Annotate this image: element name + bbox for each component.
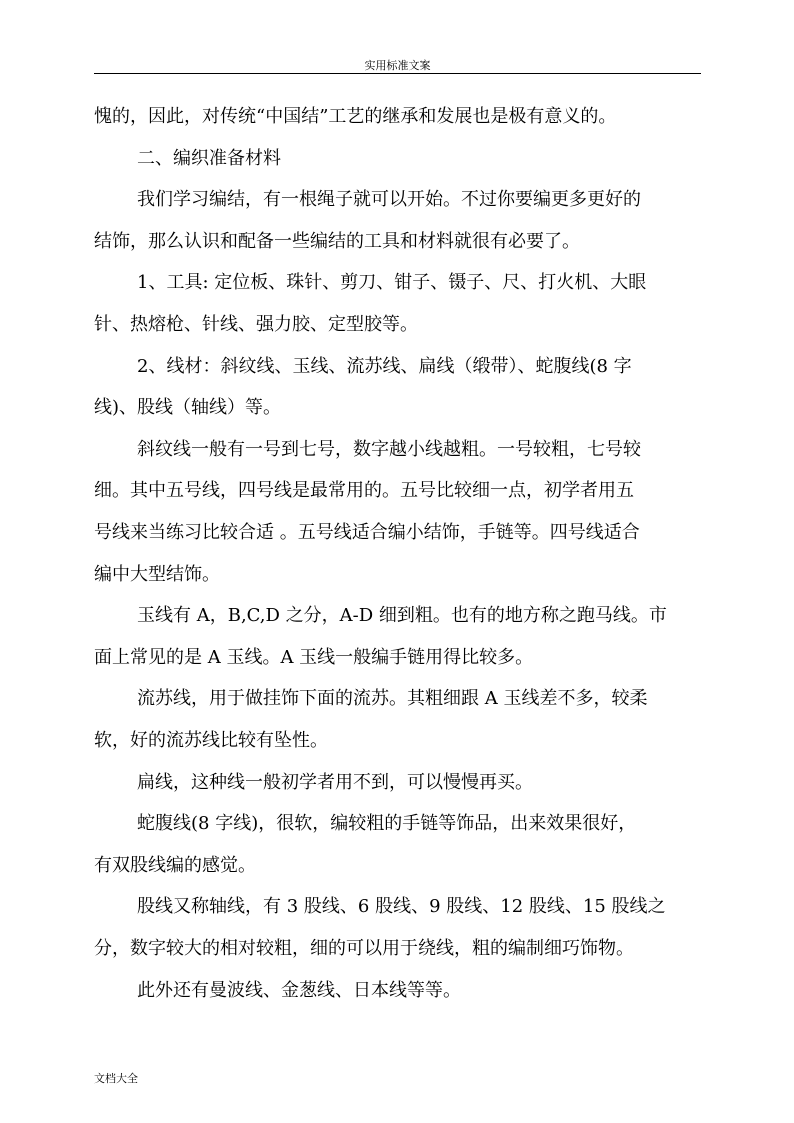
text-line: 股线又称轴线，有 3 股线、6 股线、9 股线、12 股线、15 股线之 (137, 896, 666, 917)
text-line: 号线来当练习比较合适 。五号线适合编小结饰，手链等。四号线适合 (94, 522, 640, 543)
text-line: 玉线有 A，B,C,D 之分，A-D 细到粗。也有的地方称之跑马线。市 (137, 605, 667, 626)
text-line: 有双股线编的感觉。 (94, 855, 256, 876)
text-line: 针、热熔枪、针线、强力胶、定型胶等。 (94, 314, 418, 335)
text-line: 1、工具: 定位板、珠针、剪刀、钳子、镊子、尺、打火机、大眼 (137, 272, 647, 293)
text-line: 愧的，因此，对传统“中国结”工艺的继承和发展也是极有意义的。 (94, 106, 617, 127)
text-line: 结饰，那么认识和配备一些编结的工具和材料就很有必要了。 (94, 231, 580, 252)
text-line: 细。其中五号线，四号线是最常用的。五号比较细一点，初学者用五 (94, 480, 634, 501)
text-line: 斜纹线一般有一号到七号，数字越小线越粗。一号较粗，七号较 (137, 439, 641, 460)
text-line: 分，数字较大的相对较粗，细的可以用于绕线，粗的编制细巧饰物。 (94, 938, 634, 959)
text-line: 此外还有曼波线、金葱线、日本线等等。 (137, 980, 461, 1001)
page-footer: 文档大全 (94, 1072, 138, 1085)
text-line: 蛇腹线(8 字线)，很软，编较粗的手链等饰品，出来效果很好， (137, 813, 637, 834)
text-line: 扁线，这种线一般初学者用不到，可以慢慢再买。 (137, 772, 533, 793)
text-line: 编中大型结饰。 (94, 564, 220, 585)
text-line: 我们学习编结，有一根绳子就可以开始。不过你要编更多更好的 (137, 189, 641, 210)
text-line: 软，好的流苏线比较有坠性。 (94, 730, 328, 751)
text-line: 线)、股线（轴线）等。 (94, 397, 282, 418)
header-rule (94, 73, 701, 74)
text-line: 流苏线，用于做挂饰下面的流苏。其粗细跟 A 玉线差不多，较柔 (137, 688, 648, 709)
text-line: 2、线材：斜纹线、玉线、流苏线、扁线（缎带）、蛇腹线(8 字 (137, 356, 632, 377)
page-header: 实用标准文案 (364, 59, 431, 72)
text-line: 面上常见的是 A 玉线。A 玉线一般编手链用得比较多。 (94, 647, 534, 668)
section-heading: 二、编织准备材料 (137, 148, 281, 169)
